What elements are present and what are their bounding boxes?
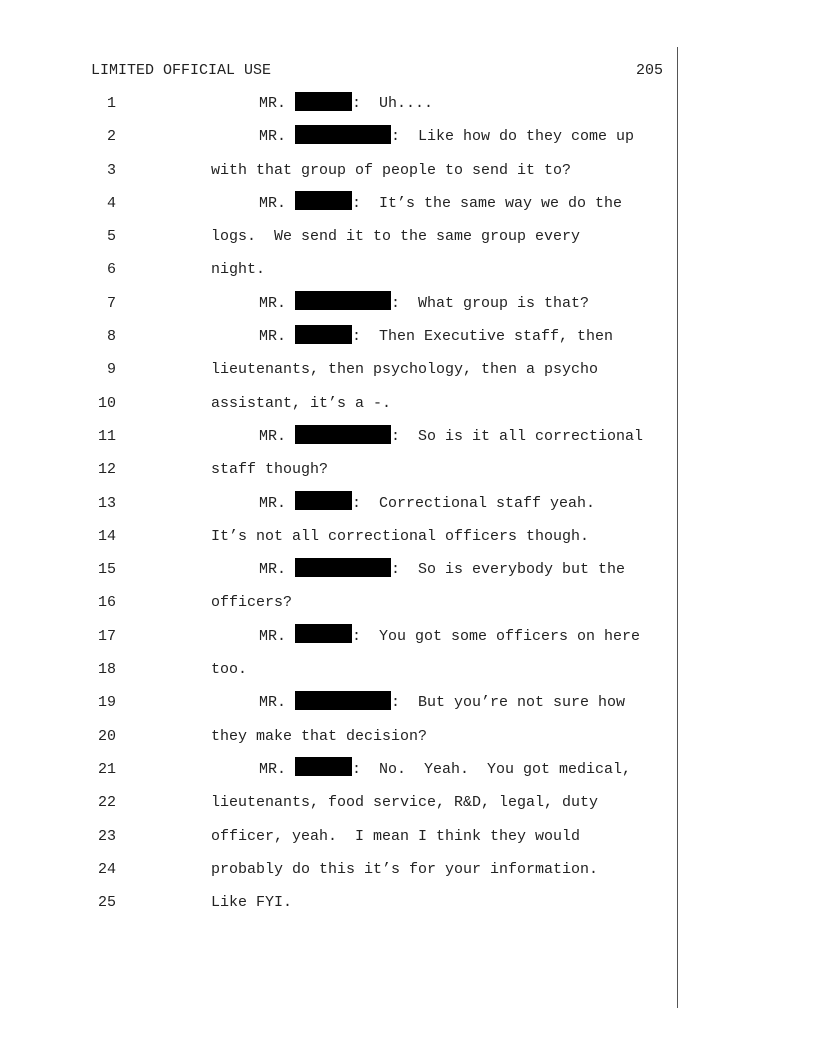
- speaker-title: MR.: [259, 760, 296, 778]
- speech-text: lieutenants, then psychology, then a psycho: [211, 361, 599, 379]
- speech-text: : It’s the same way we do the: [352, 194, 623, 212]
- line-number: 21: [97, 760, 116, 778]
- line-text: [211, 853, 598, 886]
- transcript-line: [0, 520, 670, 553]
- line-text: [211, 220, 580, 253]
- line-number: 11: [97, 427, 116, 445]
- line-number: 13: [97, 494, 116, 512]
- transcript-line: [0, 387, 670, 420]
- line-text: [211, 786, 598, 819]
- transcript-line: [0, 853, 670, 886]
- transcript-line: [0, 287, 670, 320]
- line-number: 14: [97, 527, 116, 545]
- transcript-line: [0, 253, 670, 286]
- line-number: 18: [97, 661, 116, 679]
- transcript-line: [0, 553, 670, 586]
- speech-text: night.: [211, 261, 266, 279]
- transcript-line: [0, 453, 670, 486]
- transcript-lines: [0, 87, 670, 919]
- line-text: [211, 453, 328, 486]
- line-text: [211, 720, 427, 753]
- line-text: [259, 753, 631, 786]
- speaker-title: MR.: [259, 694, 296, 712]
- line-text: [211, 353, 598, 386]
- speech-text: lieutenants, food service, R&D, legal, duty: [211, 794, 599, 812]
- line-text: [211, 387, 391, 420]
- speech-text: logs. We send it to the same group every: [211, 228, 581, 246]
- line-text: [259, 553, 625, 586]
- line-number: 16: [97, 594, 116, 612]
- line-text: [259, 287, 589, 320]
- redaction-box: [295, 757, 352, 776]
- line-number: 15: [97, 561, 116, 579]
- line-number: 6: [106, 261, 116, 279]
- line-number: 19: [97, 694, 116, 712]
- speech-text: Like FYI.: [211, 894, 293, 912]
- line-number: 3: [106, 161, 116, 179]
- speech-text: : But you’re not sure how: [391, 694, 626, 712]
- line-text: [211, 886, 292, 919]
- line-text: [211, 820, 580, 853]
- speech-text: It’s not all correctional officers though.: [211, 527, 590, 545]
- right-margin-rule: [677, 47, 678, 1008]
- speaker-title: MR.: [259, 128, 296, 146]
- speech-text: : Uh....: [352, 95, 434, 112]
- speech-text: too.: [211, 661, 248, 679]
- transcript-line: [0, 187, 670, 220]
- speech-text: assistant, it’s a -.: [211, 394, 392, 412]
- speech-text: probably do this it’s for your information.: [211, 860, 599, 878]
- line-number: 5: [106, 228, 116, 246]
- line-number: 10: [97, 394, 116, 412]
- speaker-title: MR.: [259, 427, 296, 445]
- line-number: 25: [97, 894, 116, 912]
- transcript-line: [0, 353, 670, 386]
- speech-text: : No. Yeah. You got medical,: [352, 760, 632, 778]
- redaction-box: [295, 92, 352, 111]
- transcript-line: [0, 220, 670, 253]
- line-number: 20: [97, 727, 116, 745]
- line-text: [211, 520, 589, 553]
- line-number: 23: [97, 827, 116, 845]
- line-text: [259, 686, 625, 719]
- redaction-box: [295, 191, 352, 210]
- speech-text: staff though?: [211, 461, 329, 479]
- redaction-box: [295, 291, 391, 310]
- transcript-line: [0, 154, 670, 187]
- speaker-title: MR.: [259, 561, 296, 579]
- transcript-line: [0, 820, 670, 853]
- page-number: 205: [636, 62, 664, 79]
- speaker-title: MR.: [259, 627, 296, 645]
- redaction-box: [295, 624, 352, 643]
- transcript-line: [0, 87, 670, 120]
- speech-text: officer, yeah. I mean I think they would: [211, 827, 581, 845]
- speech-text: they make that decision?: [211, 727, 428, 745]
- line-number: 8: [106, 328, 116, 346]
- speaker-title: MR.: [259, 328, 296, 346]
- speaker-title: MR.: [259, 294, 296, 312]
- line-text: [259, 420, 643, 453]
- line-text: [259, 620, 640, 653]
- transcript-line: [0, 586, 670, 619]
- line-number: 22: [97, 794, 116, 812]
- transcript-line: [0, 653, 670, 686]
- line-text: [259, 87, 433, 120]
- transcript-line: [0, 620, 670, 653]
- speech-text: : So is everybody but the: [391, 561, 626, 579]
- redaction-box: [295, 691, 391, 710]
- redaction-box: [295, 425, 391, 444]
- line-number: 9: [106, 361, 116, 379]
- redaction-box: [295, 558, 391, 577]
- speaker-title: MR.: [259, 95, 296, 112]
- line-number: 24: [97, 860, 116, 878]
- redaction-box: [295, 491, 352, 510]
- line-number: 1: [106, 95, 116, 112]
- redaction-box: [295, 325, 352, 344]
- speech-text: : You got some officers on here: [352, 627, 641, 645]
- speech-text: : Like how do they come up: [391, 128, 635, 146]
- classification-header: LIMITED OFFICIAL USE: [91, 62, 272, 79]
- line-number: 17: [97, 627, 116, 645]
- line-text: [211, 586, 292, 619]
- speech-text: : Correctional staff yeah.: [352, 494, 596, 512]
- transcript-line: [0, 487, 670, 520]
- speaker-title: MR.: [259, 494, 296, 512]
- transcript-line: [0, 686, 670, 719]
- speech-text: : What group is that?: [391, 294, 590, 312]
- line-text: [259, 120, 634, 153]
- speech-text: : Then Executive staff, then: [352, 328, 614, 346]
- redaction-box: [295, 125, 391, 144]
- speaker-title: MR.: [259, 194, 296, 212]
- transcript-line: [0, 886, 670, 919]
- line-text: [259, 487, 595, 520]
- transcript-line: [0, 120, 670, 153]
- speech-text: with that group of people to send it to?: [211, 161, 572, 179]
- transcript-line: [0, 786, 670, 819]
- line-number: 12: [97, 461, 116, 479]
- transcript-line: [0, 720, 670, 753]
- transcript-line: [0, 420, 670, 453]
- line-text: [211, 653, 247, 686]
- line-number: 2: [106, 128, 116, 146]
- line-text: [259, 320, 613, 353]
- line-number: 7: [106, 294, 116, 312]
- speech-text: : So is it all correctional: [391, 427, 644, 445]
- speech-text: officers?: [211, 594, 293, 612]
- line-text: [211, 253, 265, 286]
- transcript-line: [0, 753, 670, 786]
- transcript-line: [0, 320, 670, 353]
- line-text: [259, 187, 622, 220]
- line-text: [211, 154, 571, 187]
- line-number: 4: [106, 194, 116, 212]
